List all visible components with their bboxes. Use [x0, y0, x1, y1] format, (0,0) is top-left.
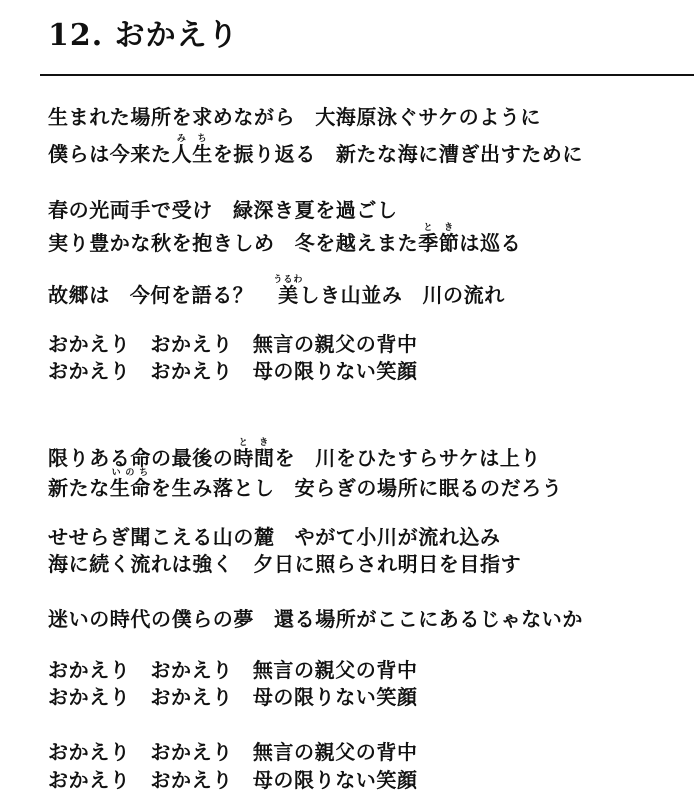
lyric-line	[48, 358, 418, 384]
lyric-phrase: 生まれた場所を求めながら	[48, 105, 296, 129]
furigana: いのち	[109, 468, 152, 478]
title-divider	[40, 74, 694, 76]
lyric-phrase: 夕日に照らされ明日を目指す	[253, 552, 522, 576]
lyric-phrase: おかえり	[150, 359, 233, 383]
lyric-line	[48, 606, 583, 632]
lyric-phrase: を振り返る	[212, 142, 316, 166]
lyric-phrase: おかえり	[48, 740, 131, 764]
lyric-phrase: 限りある命の最後の	[48, 446, 234, 470]
lyric-phrase: 還る場所がここにあるじゃないか	[274, 607, 583, 631]
lyric-phrase: 故郷は	[48, 283, 110, 307]
lyric-phrase: を	[274, 446, 296, 470]
lyric-line	[48, 223, 521, 256]
lyric-phrase: おかえり	[48, 359, 131, 383]
lyric-phrase: やがて小川が流れ込み	[294, 525, 501, 549]
ruby-word: 美うるわ	[273, 275, 304, 307]
lyric-phrase: 今何を語る？	[129, 283, 254, 307]
lyric-line	[48, 524, 501, 550]
lyric-phrase: せせらぎ聞こえる山の麓	[48, 525, 275, 549]
lyric-phrase: 無言の親父の背中	[252, 658, 418, 682]
lyric-phrase: 川の流れ	[422, 283, 505, 307]
lyric-phrase: 無言の親父の背中	[252, 332, 418, 356]
lyric-line	[48, 684, 418, 710]
lyric-phrase: おかえり	[48, 685, 131, 709]
ruby-word: 生命いのち	[109, 468, 152, 500]
lyric-line	[48, 104, 541, 130]
lyric-phrase: おかえり	[48, 332, 131, 356]
lyric-phrase: 僕らは今来た	[48, 142, 172, 166]
lyric-line	[48, 767, 418, 793]
lyric-line	[48, 275, 505, 308]
lyric-line	[48, 551, 521, 577]
furigana: とき	[418, 223, 460, 233]
lyric-phrase: 新たな海に漕ぎ出すために	[335, 142, 584, 166]
lyric-phrase: 海に続く流れは強く	[48, 552, 234, 576]
lyric-phrase: 実り豊かな秋を抱きしめ	[48, 231, 275, 255]
lyric-phrase: おかえり	[48, 768, 131, 792]
lyric-phrase: を生み落とし	[151, 476, 275, 500]
lyric-phrase: 冬を越えまた	[294, 231, 419, 255]
lyric-line	[48, 331, 418, 357]
lyric-phrase: おかえり	[150, 768, 233, 792]
lyric-phrase: 母の限りない笑顔	[252, 768, 418, 792]
lyric-phrase: おかえり	[150, 740, 233, 764]
lyric-line	[48, 134, 583, 167]
lyric-phrase: 緑深き夏を過ごし	[232, 198, 398, 222]
lyric-phrase: おかえり	[48, 658, 131, 682]
lyric-phrase: 春の光両手で受け	[48, 198, 213, 222]
ruby-word: 人生みち	[171, 134, 213, 166]
lyric-phrase: おかえり	[150, 658, 233, 682]
lyric-line	[48, 197, 398, 223]
lyric-line	[48, 468, 562, 501]
lyric-phrase: 新たな	[48, 476, 110, 500]
lyric-phrase: 無言の親父の背中	[252, 740, 418, 764]
ruby-word: 季節とき	[418, 223, 460, 255]
lyric-phrase: おかえり	[150, 685, 233, 709]
lyric-line	[48, 438, 541, 471]
furigana: うるわ	[273, 275, 304, 285]
ruby-word: 時間とき	[233, 438, 275, 470]
furigana: みち	[171, 134, 213, 144]
lyric-phrase: 母の限りない笑顔	[252, 359, 418, 383]
lyric-phrase: おかえり	[150, 332, 233, 356]
lyric-phrase: しき山並み	[299, 283, 403, 307]
furigana: とき	[233, 438, 275, 448]
lyric-phrase: 安らぎの場所に眠るのだろう	[294, 476, 563, 500]
lyric-phrase: 川をひたすらサケは上り	[315, 446, 542, 470]
lyric-phrase: 母の限りない笑顔	[252, 685, 418, 709]
song-title: 12. おかえり	[48, 18, 239, 53]
lyric-phrase: 大海原泳ぐサケのように	[315, 105, 542, 129]
lyric-phrase: 迷いの時代の僕らの夢	[48, 607, 254, 631]
lyric-line	[48, 739, 418, 765]
lyric-line	[48, 657, 418, 683]
lyric-phrase: は巡る	[459, 231, 522, 255]
